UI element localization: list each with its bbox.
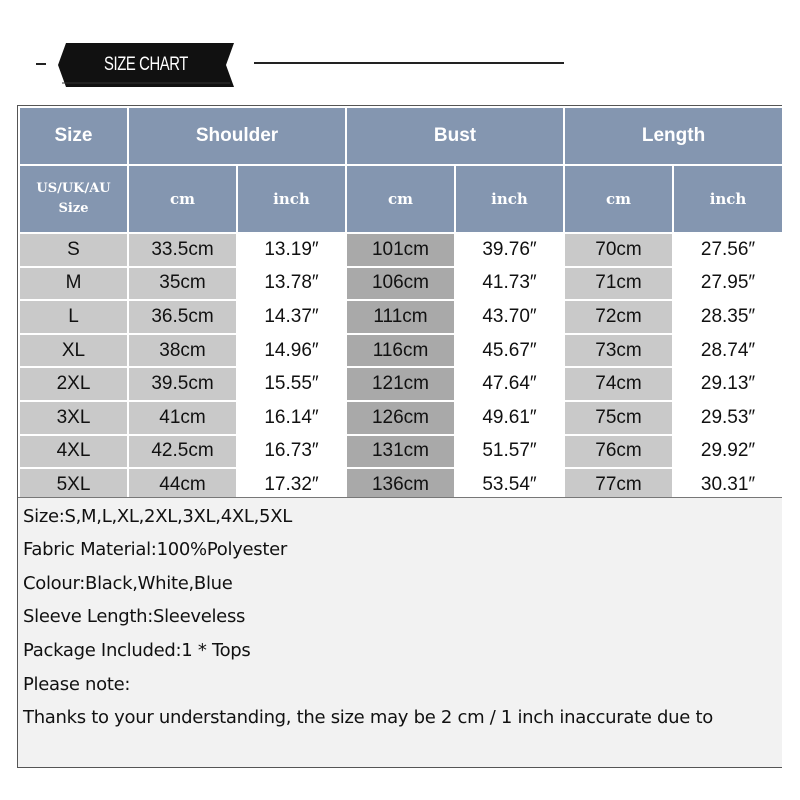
note-package: Package Included:1 * Tops <box>23 640 251 661</box>
cell-shoulder-cm: 35cm <box>128 267 237 301</box>
note-thanks: Thanks to your understanding, the size may be 2 cm / 1 inch inaccurate due to <box>23 707 713 728</box>
cell-bust-cm: 121cm <box>346 367 455 401</box>
cell-shoulder-cm: 33.5cm <box>128 233 237 267</box>
cell-size: S <box>19 233 128 267</box>
unit-length-cm: cm <box>564 165 673 233</box>
cell-bust-cm: 116cm <box>346 334 455 368</box>
unit-bust-cm: cm <box>346 165 455 233</box>
cell-size: L <box>19 300 128 334</box>
cell-shoulder-inch: 13.19″ <box>237 233 346 267</box>
size-label-line1: US/UK/AU <box>36 181 111 196</box>
note-fabric: Fabric Material:100%Polyester <box>23 539 287 560</box>
cell-length-cm: 73cm <box>564 334 673 368</box>
cell-length-inch: 29.53″ <box>673 401 783 435</box>
cell-shoulder-inch: 13.78″ <box>237 267 346 301</box>
cell-bust-cm: 111cm <box>346 300 455 334</box>
cell-size: M <box>19 267 128 301</box>
table-row <box>19 267 783 301</box>
cell-length-cm: 71cm <box>564 267 673 301</box>
cell-bust-inch: 53.54″ <box>455 468 564 502</box>
cell-bust-cm: 126cm <box>346 401 455 435</box>
size-label-line2: Size <box>58 201 89 216</box>
header-rule <box>254 62 564 64</box>
cell-shoulder-inch: 16.14″ <box>237 401 346 435</box>
cell-shoulder-inch: 14.37″ <box>237 300 346 334</box>
cell-bust-inch: 39.76″ <box>455 233 564 267</box>
note-colour: Colour:Black,White,Blue <box>23 573 233 594</box>
unit-bust-inch: inch <box>455 165 564 233</box>
cell-bust-cm: 136cm <box>346 468 455 502</box>
unit-shoulder-inch: inch <box>237 165 346 233</box>
cell-length-inch: 28.74″ <box>673 334 783 368</box>
cell-length-inch: 27.56″ <box>673 233 783 267</box>
header-size: Size <box>19 107 128 165</box>
unit-header-row <box>19 165 783 233</box>
table-row <box>19 300 783 334</box>
cell-bust-inch: 41.73″ <box>455 267 564 301</box>
cell-shoulder-cm: 38cm <box>128 334 237 368</box>
cell-shoulder-cm: 39.5cm <box>128 367 237 401</box>
cell-shoulder-inch: 17.32″ <box>237 468 346 502</box>
header-shoulder: Shoulder <box>128 107 346 165</box>
cell-length-cm: 77cm <box>564 468 673 502</box>
cell-shoulder-cm: 36.5cm <box>128 300 237 334</box>
cell-size: 4XL <box>19 435 128 469</box>
table-row <box>19 435 783 469</box>
note-sleeve: Sleeve Length:Sleeveless <box>23 606 246 627</box>
unit-shoulder-cm: cm <box>128 165 237 233</box>
cell-bust-inch: 43.70″ <box>455 300 564 334</box>
cell-length-cm: 76cm <box>564 435 673 469</box>
cell-length-cm: 70cm <box>564 233 673 267</box>
table-row <box>19 334 783 368</box>
cell-length-cm: 72cm <box>564 300 673 334</box>
cell-length-inch: 27.95″ <box>673 267 783 301</box>
cell-bust-cm: 131cm <box>346 435 455 469</box>
cell-bust-inch: 51.57″ <box>455 435 564 469</box>
cell-length-inch: 30.31″ <box>673 468 783 502</box>
cell-size: 3XL <box>19 401 128 435</box>
cell-shoulder-cm: 42.5cm <box>128 435 237 469</box>
cell-shoulder-cm: 41cm <box>128 401 237 435</box>
cell-shoulder-inch: 15.55″ <box>237 367 346 401</box>
cell-length-inch: 28.35″ <box>673 300 783 334</box>
cell-shoulder-cm: 44cm <box>128 468 237 502</box>
size-chart-title: SIZE CHART <box>104 54 188 75</box>
unit-length-inch: inch <box>673 165 783 233</box>
table-row <box>19 233 783 267</box>
header-bust: Bust <box>346 107 564 165</box>
cell-shoulder-inch: 14.96″ <box>237 334 346 368</box>
cell-length-cm: 75cm <box>564 401 673 435</box>
table-row <box>19 401 783 435</box>
size-table <box>18 106 784 503</box>
table-row <box>19 367 783 401</box>
group-header-row <box>19 107 783 165</box>
cell-bust-inch: 47.64″ <box>455 367 564 401</box>
header-length: Length <box>564 107 783 165</box>
note-size: Size:S,M,L,XL,2XL,3XL,4XL,5XL <box>23 506 292 527</box>
note-please-note: Please note: <box>23 674 131 695</box>
size-chart-tag <box>58 43 234 87</box>
cell-size: 5XL <box>19 468 128 502</box>
cell-size: 2XL <box>19 367 128 401</box>
cell-bust-cm: 101cm <box>346 233 455 267</box>
cell-bust-cm: 106cm <box>346 267 455 301</box>
cell-length-cm: 74cm <box>564 367 673 401</box>
cell-bust-inch: 49.61″ <box>455 401 564 435</box>
cell-shoulder-inch: 16.73″ <box>237 435 346 469</box>
header-dash <box>36 63 46 65</box>
cell-length-inch: 29.92″ <box>673 435 783 469</box>
cell-bust-inch: 45.67″ <box>455 334 564 368</box>
header-size-label <box>19 165 128 233</box>
cell-size: XL <box>19 334 128 368</box>
product-notes <box>18 497 782 767</box>
cell-length-inch: 29.13″ <box>673 367 783 401</box>
